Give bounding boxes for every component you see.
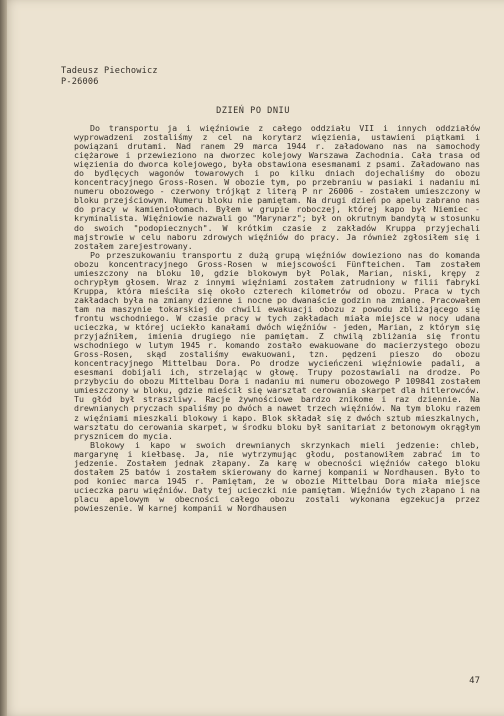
author-name: Tadeusz Piechowicz: [61, 66, 158, 76]
paragraph: Blokowy i kapo w swoich drewnianych skrzynkach mieli jedzenie: chleb, margarynę i kiełbasę. Ja, nie wytrzymując głodu, postanowiłem zabrać im to jedzenie. Zostałem jednak złapany. Za karę w obecności więźniów całego bloku dostałem 25 batów i zostałem skierowany do karnej kompanii w Nordhausen. Było to pod koniec marca 1945 r. Pamiętam, że w obozie Mittelbau Dora miała miejsce ucieczka paru więźniów. Daty tej ucieczki nie pamiętam. Więźniów tych złapano i na placu apelowym w obecności całego obozu zostali wykonana egzekucja przez powieszenie. W karnej kompanii w Nordhausen: [74, 439, 480, 513]
book-binding-edge: [0, 0, 7, 716]
author-number: P-26006: [61, 77, 99, 87]
document-page: [38, 0, 500, 716]
author-block: [61, 66, 158, 88]
paragraph: Do transportu ja i więźniowie z całego oddziału VII i innych oddziałów wyprowadzeni zostaliśmy z cel na korytarz więzienia, ustawieni piątkami i powiązani drutami. Nad ranem 29 marca 1944 r. załadowano nas na samochody ciężarowe i przewieziono na dworzec kolejowy Warszawa Zachodnia. Cała trasa od więzienia do dworca kolejowego, była obstawiona esesmanami z psami. Załadowano nas do bydlęcych wagonów towarowych i po kilku dniach dojechaliśmy do obozu koncentracyjnego Gross-Rosen. W obozie tym, po przebraniu w pasiaki i nadaniu mi numeru obozowego - czerwony trójkąt z literą P nr 26006 - zostałem umieszczony w bloku przejściowym. Numeru bloku nie pamiętam. Na drugi dzień po apelu zabrano nas do pracy w kamieniołomach. Byłem w grupie roboczej, której kapo był Niemiec - kryminalista. Więźniowie nazwali go "Marynarz"; był on okrutnym bandytą w stosunku do swoich "podopiecznych". W krótkim czasie z zakładów Kruppa przyjechali majstrowie w celu naboru zdrowych więźniów do pracy. Ja również zgłosiłem się i zostałem zarejestrowany.: [74, 123, 480, 251]
document-title: DZIEŃ PO DNIU: [216, 106, 290, 116]
paragraph: Po przeszukowaniu transportu z dużą grupą więźniów dowieziono nas do komanda obozu koncentracyjnego Gross-Rosen w miejscowości Fünfteichen. Tam zostałem umieszczony na bloku 10, gdzie blokowym był Polak, Marian, niski, krępy z ochrypłym głosem. Wraz z innymi więźniami zostałem zatrudniony w filii fabryki Kruppa, która mieściła się około czterech kilometrów od obozu. Praca w tych zakładach była na zmiany dzienne i nocne po dwanaście godzin na zmianę. Pracowałem tam na maszynie tokarskiej do chwili ewakuacji obozu z powodu zbliżającego się frontu wschodniego. W czasie pracy w tych zakładach miała miejsce w nocy udana ucieczka, w której uciekło kanałami dwóch więźniów - jeden, Marian, z którym się przyjaźniłem, imienia drugiego nie pamiętam. Z chwilą zbliżania się frontu wschodniego w lutym 1945 r. komando zostało ewakuowane do macierzystego obozu Gross-Rosen, skąd zostaliśmy ewakuowani, tzn. pędzeni pieszo do obozu koncentracyjnego Mittelbau Dora. Po drodze wycieńczeni więźniowie padali, a esesmani dobijali ich, strzelając w głowę. Trupy pozostawiali na drodze. Po przybyciu do obozu Mittelbau Dora i nadaniu mi numeru obozowego P 109841 zostałem umieszczony w bloku, gdzie mieścił się warsztat cerowania skarpet dla hitlerowców. Tu głód był straszliwy. Racje żywnościowe bardzo znikome i raz dziennie. Na drewnianych pryczach spaliśmy po dwóch a nawet trzech więźniów. Na tym bloku razem z więźniami mieszkali blokowy i kapo. Blok składał się z dwóch sztub mieszkalnych, warsztatu do cerowania skarpet, w środku bloku był sanitariat z betonowym okrągłym prysznicem do mycia.: [74, 249, 480, 441]
page-number: 47: [469, 676, 480, 686]
body-text: [74, 124, 480, 513]
